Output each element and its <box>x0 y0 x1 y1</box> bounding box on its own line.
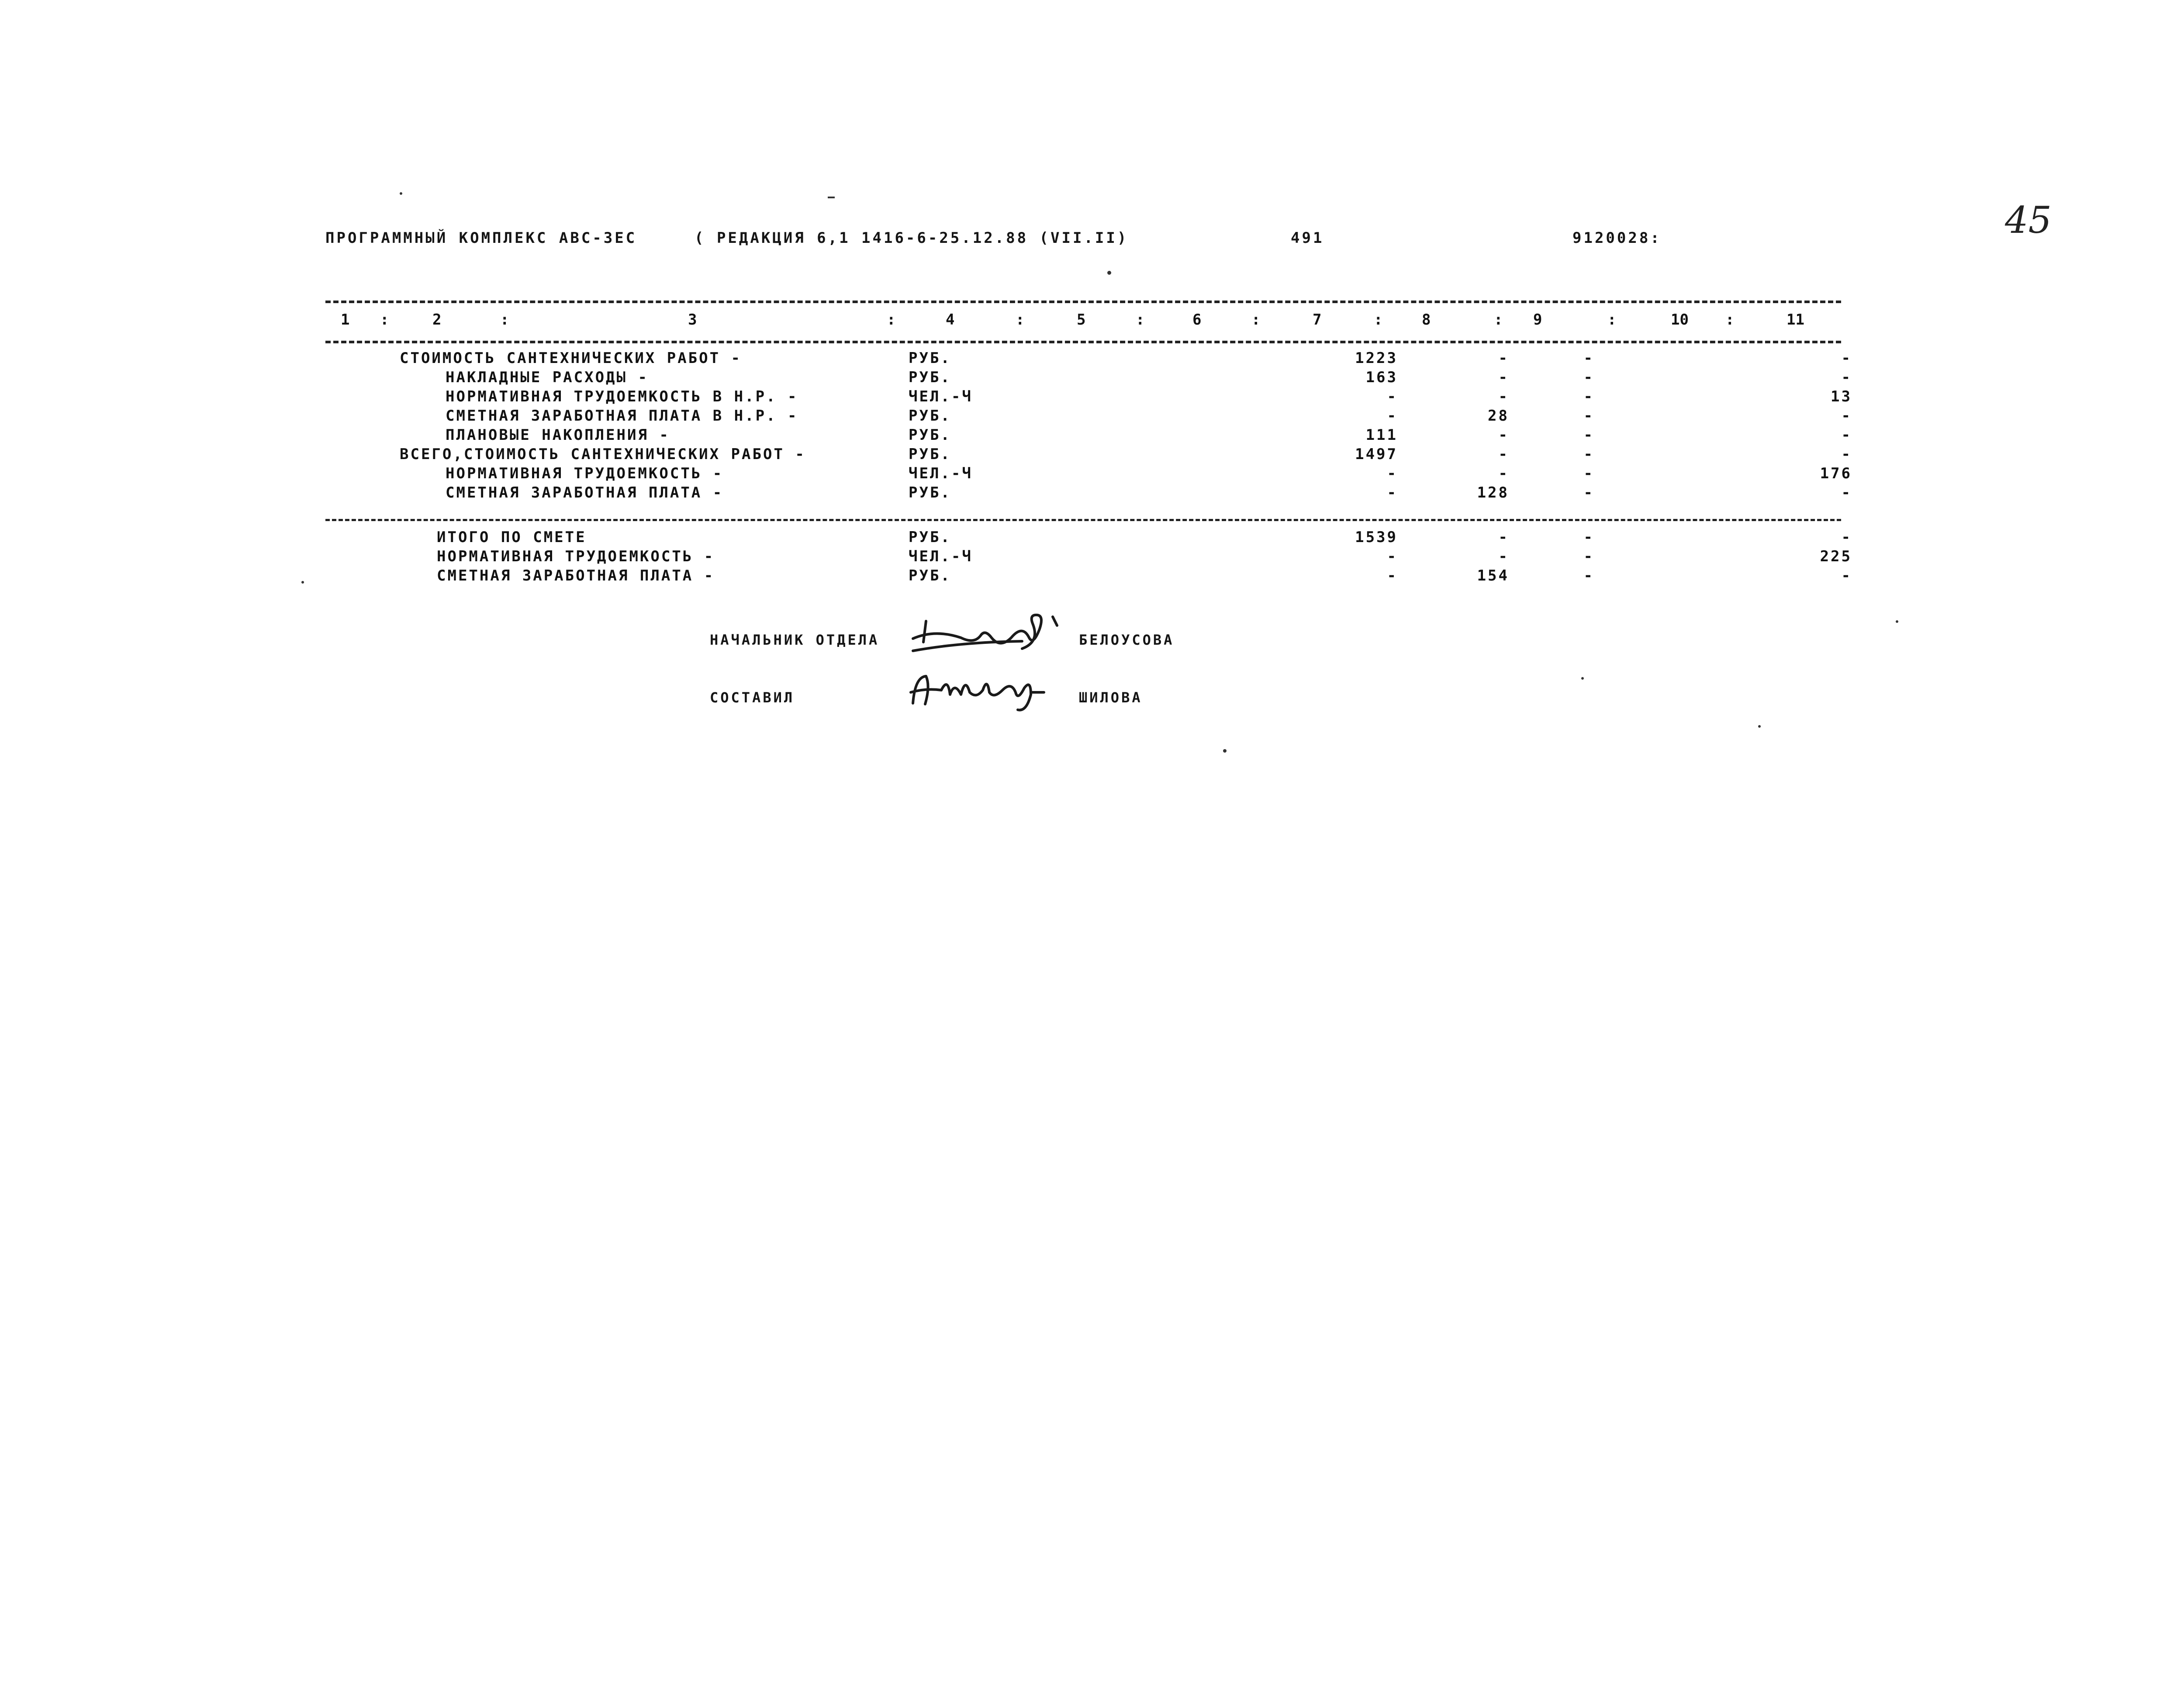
row-col11: 176 <box>1820 465 1852 482</box>
row-col11: - <box>1841 349 1852 367</box>
column-number-1: 1 <box>341 311 350 328</box>
row-unit: ЧЕЛ.-Ч <box>909 465 973 482</box>
row-col7: - <box>1387 548 1398 565</box>
row-label: ИТОГО ПО СМЕТЕ <box>437 529 587 546</box>
row-unit: РУБ. <box>909 529 951 546</box>
row-col9: - <box>1583 548 1594 565</box>
column-number-2: 2 <box>432 311 442 328</box>
edition-info: ( РЕДАКЦИЯ 6,1 1416-6-25.12.88 (VII.II) <box>695 229 1129 247</box>
row-col9: - <box>1583 484 1594 501</box>
section-divider-rule <box>325 519 1841 521</box>
column-separator: : <box>1607 311 1617 328</box>
column-number-4: 4 <box>946 311 955 328</box>
row-col7: - <box>1387 567 1398 584</box>
row-unit: РУБ. <box>909 349 951 367</box>
column-number-10: 10 <box>1671 311 1689 328</box>
row-label: НОРМАТИВНАЯ ТРУДОЕМКОСТЬ - <box>437 548 715 565</box>
row-col7: - <box>1387 484 1398 501</box>
row-col7: 163 <box>1365 369 1398 386</box>
compiled-title: СОСТАВИЛ <box>710 689 795 706</box>
row-col8: 154 <box>1477 567 1509 584</box>
row-col9: - <box>1583 388 1594 405</box>
row-col9: - <box>1583 407 1594 425</box>
row-unit: РУБ. <box>909 446 951 463</box>
row-col7: 1539 <box>1355 529 1398 546</box>
table-top-rule <box>325 301 1841 303</box>
scan-speck <box>1896 620 1898 623</box>
row-col11: - <box>1841 369 1852 386</box>
column-number-8: 8 <box>1422 311 1431 328</box>
column-separator: : <box>500 311 509 328</box>
scan-speck <box>301 581 304 584</box>
row-label: СТОИМОСТЬ САНТЕХНИЧЕСКИХ РАБОТ - <box>400 349 742 367</box>
row-col7: 1223 <box>1355 349 1398 367</box>
row-col8: - <box>1498 548 1509 565</box>
head-title: НАЧАЛЬНИК ОТДЕЛА <box>710 632 880 648</box>
row-col7: 111 <box>1365 426 1398 444</box>
row-col9: - <box>1583 349 1594 367</box>
row-unit: РУБ. <box>909 369 951 386</box>
row-col7: 1497 <box>1355 446 1398 463</box>
scan-speck <box>400 192 402 195</box>
row-col9: - <box>1583 465 1594 482</box>
column-separator: : <box>1494 311 1503 328</box>
row-label: ПЛАНОВЫЕ НАКОПЛЕНИЯ - <box>446 426 670 444</box>
row-unit: РУБ. <box>909 484 951 501</box>
column-separator: : <box>1251 311 1261 328</box>
row-col11: - <box>1841 446 1852 463</box>
row-col9: - <box>1583 369 1594 386</box>
column-separator: : <box>1016 311 1025 328</box>
row-col7: - <box>1387 407 1398 425</box>
row-col11: - <box>1841 567 1852 584</box>
scan-speck <box>1223 749 1227 753</box>
head-name: БЕЛОУСОВА <box>1079 632 1175 648</box>
row-col9: - <box>1583 426 1594 444</box>
row-col9: - <box>1583 567 1594 584</box>
row-col8: - <box>1498 369 1509 386</box>
row-unit: РУБ. <box>909 567 951 584</box>
row-col8: - <box>1498 426 1509 444</box>
column-number-3: 3 <box>688 311 697 328</box>
column-number-11: 11 <box>1787 311 1804 328</box>
row-label: ВСЕГО,СТОИМОСТЬ САНТЕХНИЧЕСКИХ РАБОТ - <box>400 446 806 463</box>
row-col8: - <box>1498 529 1509 546</box>
scan-speck <box>1758 725 1761 728</box>
row-col9: - <box>1583 529 1594 546</box>
row-col8: - <box>1498 349 1509 367</box>
row-label: НОРМАТИВНАЯ ТРУДОЕМКОСТЬ В Н.Р. - <box>446 388 798 405</box>
table-header-rule <box>325 341 1841 343</box>
row-col11: - <box>1841 407 1852 425</box>
program-title: ПРОГРАММНЫЙ КОМПЛЕКС АВС-3ЕС <box>325 229 637 247</box>
column-number-6: 6 <box>1192 311 1202 328</box>
row-col11: 225 <box>1820 548 1852 565</box>
row-unit: ЧЕЛ.-Ч <box>909 548 973 565</box>
row-col9: - <box>1583 446 1594 463</box>
column-number-7: 7 <box>1313 311 1322 328</box>
scan-speck <box>1581 677 1584 680</box>
row-unit: ЧЕЛ.-Ч <box>909 388 973 405</box>
row-unit: РУБ. <box>909 426 951 444</box>
page-number: 45 <box>2005 199 2052 242</box>
column-number-5: 5 <box>1077 311 1086 328</box>
row-col11: - <box>1841 529 1852 546</box>
compiled-name: ШИЛОВА <box>1079 689 1143 706</box>
scan-speck <box>1107 271 1111 275</box>
column-separator: : <box>1725 311 1735 328</box>
column-separator: : <box>1374 311 1383 328</box>
row-col11: 13 <box>1831 388 1852 405</box>
column-separator: : <box>887 311 896 328</box>
scan-speck <box>828 197 835 198</box>
header-code-b: 9120028: <box>1572 229 1662 247</box>
row-col8: 128 <box>1477 484 1509 501</box>
row-label: НАКЛАДНЫЕ РАСХОДЫ - <box>446 369 649 386</box>
column-separator: : <box>380 311 389 328</box>
column-number-9: 9 <box>1533 311 1542 328</box>
compiled-signature <box>900 668 1066 716</box>
row-label: СМЕТНАЯ ЗАРАБОТНАЯ ПЛАТА - <box>446 484 724 501</box>
row-label: СМЕТНАЯ ЗАРАБОТНАЯ ПЛАТА В Н.Р. - <box>446 407 798 425</box>
row-col8: - <box>1498 388 1509 405</box>
row-label: НОРМАТИВНАЯ ТРУДОЕМКОСТЬ - <box>446 465 724 482</box>
row-col8: - <box>1498 446 1509 463</box>
column-separator: : <box>1136 311 1145 328</box>
row-unit: РУБ. <box>909 407 951 425</box>
row-col11: - <box>1841 426 1852 444</box>
row-col8: 28 <box>1488 407 1509 425</box>
header-code-a: 491 <box>1291 229 1324 247</box>
row-col11: - <box>1841 484 1852 501</box>
row-label: СМЕТНАЯ ЗАРАБОТНАЯ ПЛАТА - <box>437 567 715 584</box>
row-col7: - <box>1387 388 1398 405</box>
row-col7: - <box>1387 465 1398 482</box>
row-col8: - <box>1498 465 1509 482</box>
head-signature <box>909 612 1075 660</box>
